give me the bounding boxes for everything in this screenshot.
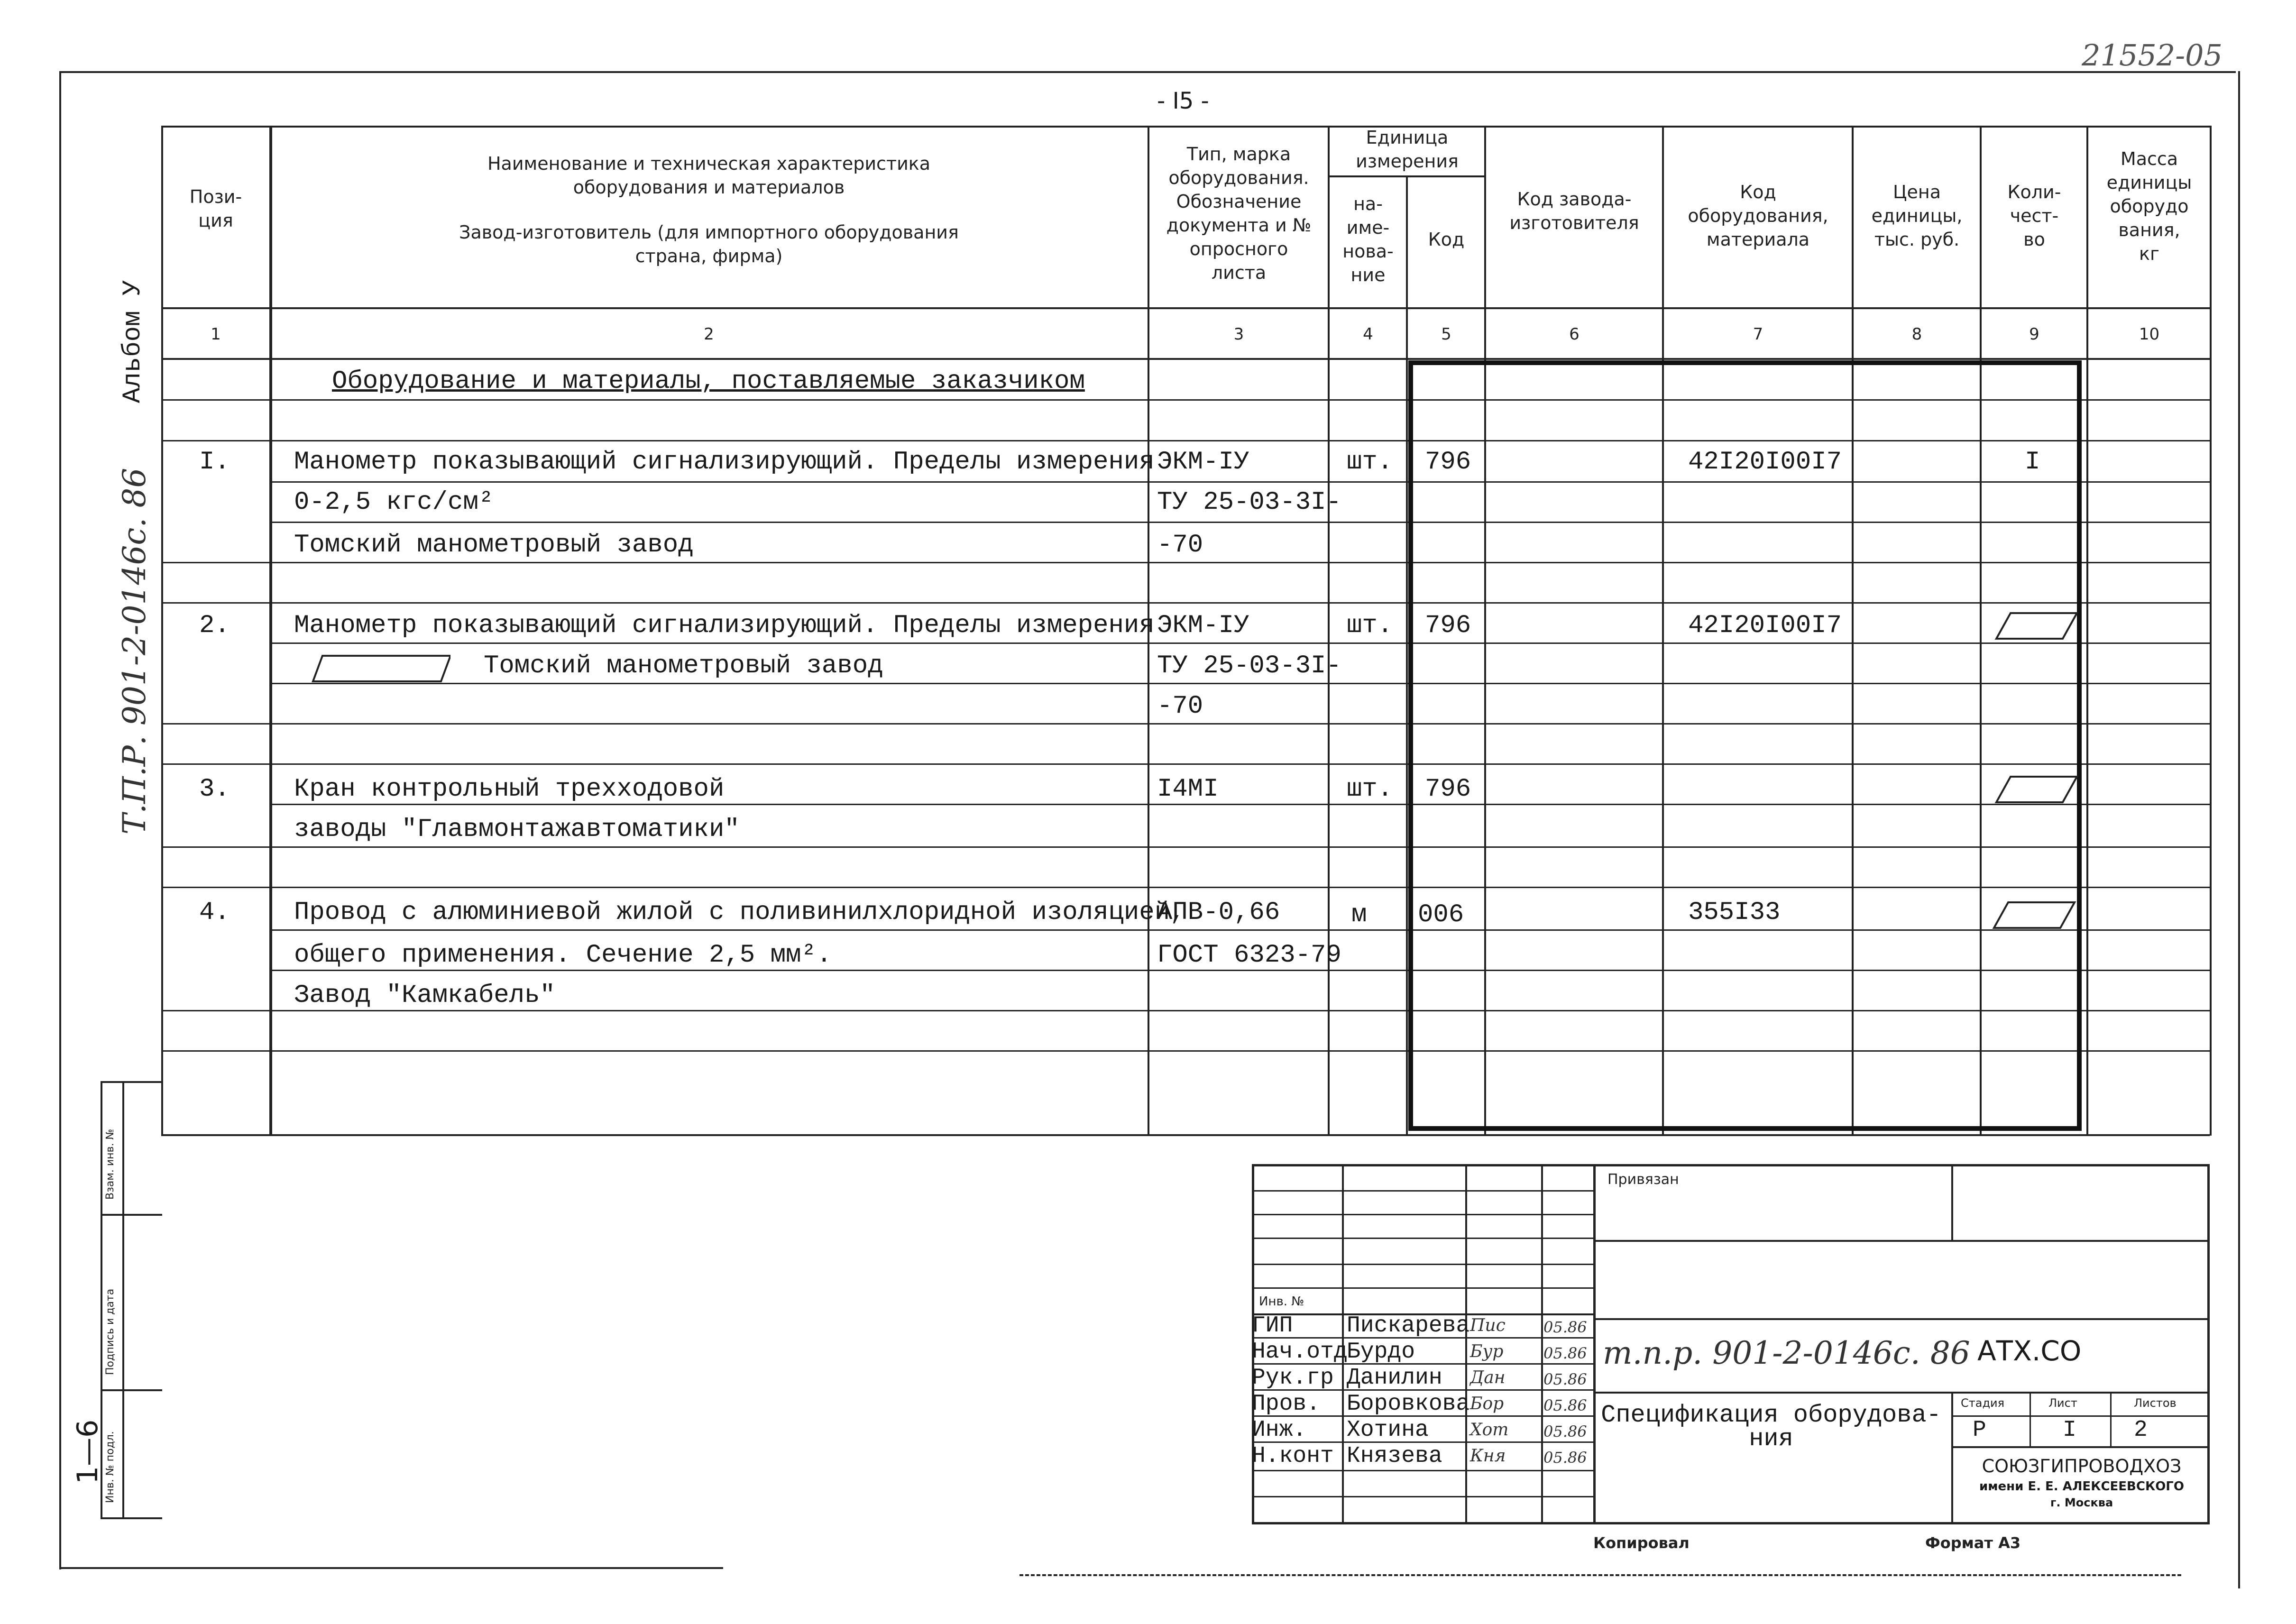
signer4-signature-icon: Бор xyxy=(1470,1394,1504,1413)
row4-name-line3: Завод "Камкабель" xyxy=(294,981,555,1010)
col-header-type: Тип, марка оборудования. Обозначение документа и № опросного листа xyxy=(1166,144,1312,283)
col-header-mass: Масса единицы оборудо вания, кг xyxy=(2106,148,2192,264)
row4-name-line1: Провод с алюминиевой жилой с поливинилхлоридной изоляцией, xyxy=(294,898,1185,927)
row3-name-line1: Кран контрольный трехходовой xyxy=(294,775,725,804)
signer2-date: 05.86 xyxy=(1543,1344,1587,1362)
signer1-date: 05.86 xyxy=(1543,1318,1587,1336)
row3-code: 796 xyxy=(1425,775,1471,804)
sheet-label: Лист xyxy=(2048,1396,2077,1410)
col-number-3: 3 xyxy=(1233,325,1244,344)
signer5-role: Инж. xyxy=(1252,1417,1307,1443)
row1-code: 796 xyxy=(1425,448,1471,477)
row1-name-line1: Манометр показывающий сигнализирующий. Пределы измерения xyxy=(294,448,1155,477)
page-number: - I5 - xyxy=(1157,88,1209,114)
side-project-code: Т.П.Р. 901-2-0146с. 86 xyxy=(116,468,153,835)
album-label: Альбом У xyxy=(119,280,147,403)
row2-type-line3: -70 xyxy=(1157,692,1203,721)
col-number-6: 6 xyxy=(1569,325,1580,344)
row2-name-line1: Манометр показывающий сигнализирующий. Пределы измерения xyxy=(294,611,1155,640)
row2-erased-mark xyxy=(299,652,450,685)
row4-name-line2: общего применения. Сечение 2,5 мм². xyxy=(294,941,832,970)
sheets-label: Листов xyxy=(2134,1396,2177,1410)
row1-unit: шт. xyxy=(1347,448,1393,477)
stamp-label-inventory: Инв. № подл. xyxy=(104,1431,116,1503)
stamp-label-signature: Подпись и дата xyxy=(104,1288,116,1375)
frame-bottom-right xyxy=(1019,1574,2181,1576)
col-number-1: 1 xyxy=(211,325,221,344)
row1-position: I. xyxy=(199,448,230,477)
row2-type-line1: ЭКМ-IУ xyxy=(1157,611,1249,640)
signer5-signature-icon: Хот xyxy=(1470,1420,1509,1440)
signer4-role: Пров. xyxy=(1252,1391,1321,1417)
row3-qty-erased-mark xyxy=(1994,773,2079,806)
col-number-4: 4 xyxy=(1363,325,1373,344)
doc-title: Спецификация оборудова- ния xyxy=(1601,1401,1941,1453)
stage-label: Стадия xyxy=(1961,1396,2005,1410)
stamp-strip-left xyxy=(101,1081,102,1517)
row2-type-line2: ТУ 25-03-3I- xyxy=(1157,651,1341,680)
signer3-name: Данилин xyxy=(1347,1365,1442,1391)
section-title: Оборудование и материалы, поставляемые заказчиком xyxy=(332,367,1085,396)
sheet-value: I xyxy=(2063,1417,2076,1443)
col-number-10: 10 xyxy=(2139,325,2160,344)
signer3-signature-icon: Дан xyxy=(1470,1368,1506,1387)
doc-type: АТХ.СО xyxy=(1977,1335,2082,1367)
row4-type-line2: ГОСТ 6323-79 xyxy=(1157,941,1341,970)
row3-position: 3. xyxy=(199,775,230,804)
col-number-9: 9 xyxy=(2029,325,2039,344)
stamp-strip-mid xyxy=(122,1081,124,1517)
frame-right xyxy=(2238,71,2240,1588)
row4-unit: м xyxy=(1351,900,1367,929)
stamp-label-replace: Взам. инв. № xyxy=(104,1129,116,1200)
row2-name-line2: Томский манометровый завод xyxy=(484,651,883,680)
org-sub: имени Е. Е. АЛЕКСЕЕВСКОГО xyxy=(1979,1479,2184,1494)
row3-unit: шт. xyxy=(1347,775,1393,804)
copied-label: Копировал xyxy=(1593,1534,1690,1552)
col-header-position: Пози- ция xyxy=(189,186,242,231)
col-header-equip-code: Код оборудования, материала xyxy=(1688,182,1828,250)
row1-equip-code: 42I20I00I7 xyxy=(1688,448,1842,477)
signer6-date: 05.86 xyxy=(1543,1449,1587,1467)
signer5-name: Хотина xyxy=(1347,1417,1429,1443)
table-top xyxy=(161,126,2210,128)
signer6-name: Князева xyxy=(1347,1443,1442,1469)
row1-name-line2: 0-2,5 кгс/см² xyxy=(294,488,494,517)
row2-position: 2. xyxy=(199,611,230,640)
signer1-signature-icon: Пис xyxy=(1470,1316,1506,1335)
row2-code: 796 xyxy=(1425,611,1471,640)
row1-type-line2: ТУ 25-03-3I- xyxy=(1157,488,1341,517)
row2-qty-erased-mark xyxy=(1994,609,2079,642)
col-number-5: 5 xyxy=(1441,325,1451,344)
signer3-date: 05.86 xyxy=(1543,1370,1587,1388)
signer2-role: Нач.отд xyxy=(1252,1339,1348,1365)
col-header-name: Наименование и техническая характеристика оборудования и материалов xyxy=(487,153,931,198)
signer2-signature-icon: Бур xyxy=(1470,1342,1504,1361)
col-number-8: 8 xyxy=(1911,325,1922,344)
stage-value: Р xyxy=(1973,1417,1986,1443)
col-header-unit-group: Единица измерения xyxy=(1356,127,1459,172)
table-right xyxy=(2210,126,2212,1136)
row3-type-line1: I4MI xyxy=(1157,775,1219,804)
frame-left xyxy=(59,71,61,1569)
row4-position: 4. xyxy=(199,898,230,927)
row1-name-line3: Томский манометровый завод xyxy=(294,531,694,560)
signer1-name: Пискарева xyxy=(1347,1313,1470,1339)
col-header-unit-name: на- име- нова- ние xyxy=(1342,193,1394,285)
row4-equip-code: 355I33 xyxy=(1688,898,1781,927)
col-header-price: Цена единицы, тыс. руб. xyxy=(1871,182,1963,250)
signer6-signature-icon: Кня xyxy=(1470,1446,1506,1466)
org-city: г. Москва xyxy=(2050,1496,2113,1509)
frame-bottom-left xyxy=(59,1567,723,1569)
row4-qty-erased-mark xyxy=(1992,899,2077,932)
bound-label: Привязан xyxy=(1607,1171,1679,1188)
signer4-name: Боровкова xyxy=(1347,1391,1470,1417)
signer5-date: 05.86 xyxy=(1543,1422,1587,1440)
col-header-qty: Коли- чест- во xyxy=(2007,182,2061,250)
inv-number-label: Инв. № xyxy=(1259,1294,1304,1309)
sheet-mark: 1—6 xyxy=(71,1419,104,1484)
signer2-name: Бурдо xyxy=(1347,1339,1415,1365)
doc-code: т.п.р. 901-2-0146с. 86 xyxy=(1603,1335,1970,1371)
row1-qty: I xyxy=(2025,448,2040,477)
sheets-value: 2 xyxy=(2134,1417,2148,1443)
corner-code: 21552-05 xyxy=(2082,38,2223,73)
frame-top xyxy=(59,71,2236,73)
table-left xyxy=(161,126,163,1136)
row2-unit: шт. xyxy=(1347,611,1393,640)
signer6-role: Н.конт xyxy=(1252,1443,1334,1469)
row2-equip-code: 42I20I00I7 xyxy=(1688,611,1842,640)
row3-name-line2: заводы "Главмонтажавтоматики" xyxy=(294,815,740,844)
signer4-date: 05.86 xyxy=(1543,1396,1587,1414)
signer1-role: ГИП xyxy=(1252,1313,1293,1339)
col-header-manufacturer: Завод-изготовитель (для импортного оборудования страна, фирма) xyxy=(459,222,959,266)
col-header-plant-code: Код завода- изготовителя xyxy=(1509,189,1639,233)
row4-code: 006 xyxy=(1418,900,1464,929)
col-header-unit-code: Код xyxy=(1428,229,1465,250)
col-number-2: 2 xyxy=(704,325,714,344)
table-bottom xyxy=(161,1134,2210,1136)
signer3-role: Рук.гр xyxy=(1252,1365,1334,1391)
row1-type-line1: ЭКМ-IУ xyxy=(1157,448,1249,477)
col-number-7: 7 xyxy=(1753,325,1763,344)
org-name: СОЮЗГИПРОВОДХОЗ xyxy=(1982,1456,2182,1477)
row1-type-line3: -70 xyxy=(1157,531,1203,560)
row4-type-line1: АПВ-0,66 xyxy=(1157,898,1280,927)
format-label: Формат А3 xyxy=(1925,1534,2021,1552)
